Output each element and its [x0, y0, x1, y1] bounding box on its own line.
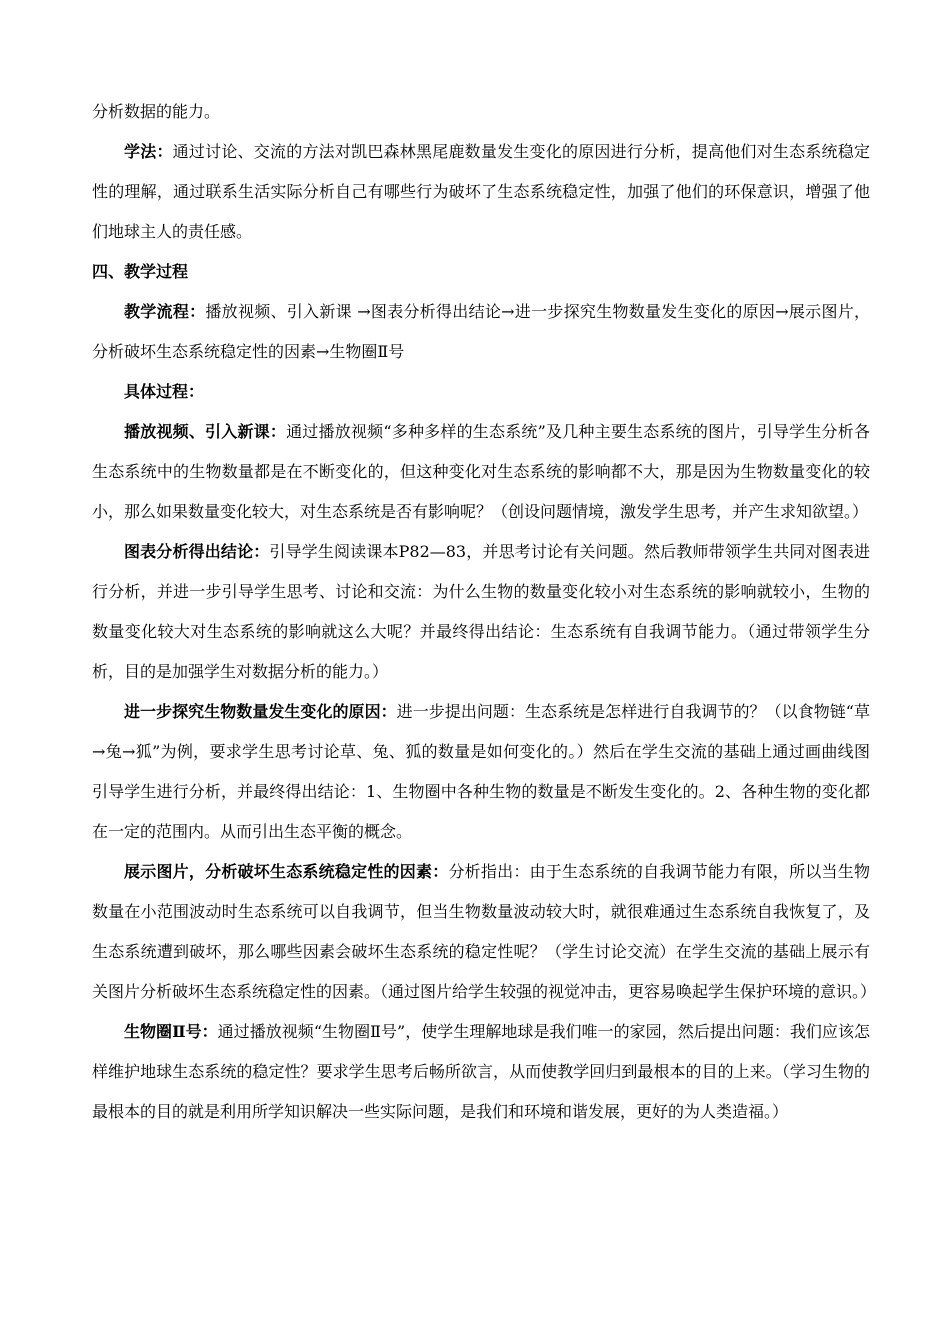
paragraph-label: 具体过程： [124, 382, 205, 401]
paragraph-text: 分析数据的能力。 [92, 102, 221, 121]
paragraph-text: 通过讨论、交流的方法对凯巴森林黑尾鹿数量发生变化的原因进行分析，提高他们对生态系统稳定性的理解，通过联系生活实际分析自己有哪些行为破坏了生态系统稳定性，加强了他们的环保意识，增强了他们地球主人的责任感。 [92, 142, 870, 241]
paragraph-label: 展示图片，分析破坏生态系统稳定性的因素： [124, 862, 449, 881]
paragraph-explore-causes [92, 692, 870, 852]
paragraph-biosphere-2 [92, 1012, 870, 1132]
paragraph-continuation [92, 92, 870, 132]
paragraph-label: 图表分析得出结论： [124, 542, 270, 561]
paragraph-text: 通过播放视频“多种多样的生态系统”及几种主要生态系统的图片，引导学生分析各生态系统中的生物数量都是在不断变化的，但这种变化对生态系统的影响都不大，那是因为生物数量变化的较小，那么如果数量变化较大，对生态系统是否有影响呢？（创设问题情境，激发学生思考，并产生求知欲望。） [92, 422, 870, 521]
document-body [92, 92, 877, 1132]
paragraph-text: 通过播放视频“生物圈Ⅱ号”，使学生理解地球是我们唯一的家园，然后提出问题：我们应该怎样维护地球生态系统的稳定性？要求学生思考后畅所欲言，从而使教学回归到最根本的目的上来。（学习生物的最根本的目的就是利用所学知识解决一些实际问题，是我们和环境和谐发展，更好的为人类造福。） [92, 1022, 870, 1121]
paragraph-show-pictures [92, 852, 877, 1012]
paragraph-text: 进一步提出问题：生态系统是怎样进行自我调节的？（以食物链“草→兔→狐”为例，要求学生思考讨论草、兔、狐的数量是如何变化的。）然后在学生交流的基础上通过画曲线图引导学生进行分析，并最终得出结论：1、生物圈中各种生物的数量是不断发生变化的。2、各种生物的变化都在一定的范围内。从而引出生态平衡的概念。 [92, 702, 870, 841]
paragraph-teaching-flow [92, 292, 870, 372]
paragraph-label: 进一步探究生物数量发生变化的原因： [124, 702, 397, 721]
paragraph-text: 引导学生阅读课本P82—83，并思考讨论有关问题。然后教师带领学生共同对图表进行分析，并进一步引导学生思考、讨论和交流：为什么生物的数量变化较小对生态系统的影响就较小，生物的数量变化较大对生态系统的影响就这么大呢？并最终得出结论：生态系统有自我调节能力。（通过带领学生分析，目的是加强学生对数据分析的能力。） [92, 542, 870, 681]
paragraph-label: 教学流程： [124, 302, 206, 321]
paragraph-label: 学法： [124, 142, 173, 161]
paragraph-label: 播放视频、引入新课： [124, 422, 287, 441]
paragraph-chart-analysis [92, 532, 870, 692]
paragraph-play-video [92, 412, 870, 532]
section-heading: 四、教学过程 [92, 262, 189, 281]
paragraph-text: 分析指出：由于生态系统的自我调节能力有限，所以当生物数量在小范围波动时生态系统可以自我调节，但当生物数量波动较大时，就很难通过生态系统自我恢复了，及生态系统遭到破坏，那么哪些因素会破坏生态系统的稳定性呢？（学生讨论交流）在学生交流的基础上展示有关图片分析破坏生态系统稳定性的因素。（通过图片给学生较强的视觉冲击，更容易唤起学生保护环境的意识。） [92, 862, 877, 1001]
paragraph-specific-process [92, 372, 870, 412]
paragraph-label: 生物圈Ⅱ号： [124, 1022, 218, 1041]
paragraph-study-method [92, 132, 870, 252]
paragraph-text: 播放视频、引入新课 →图表分析得出结论→进一步探究生物数量发生变化的原因→展示图片，分析破坏生态系统稳定性的因素→生物圈Ⅱ号 [92, 302, 870, 361]
